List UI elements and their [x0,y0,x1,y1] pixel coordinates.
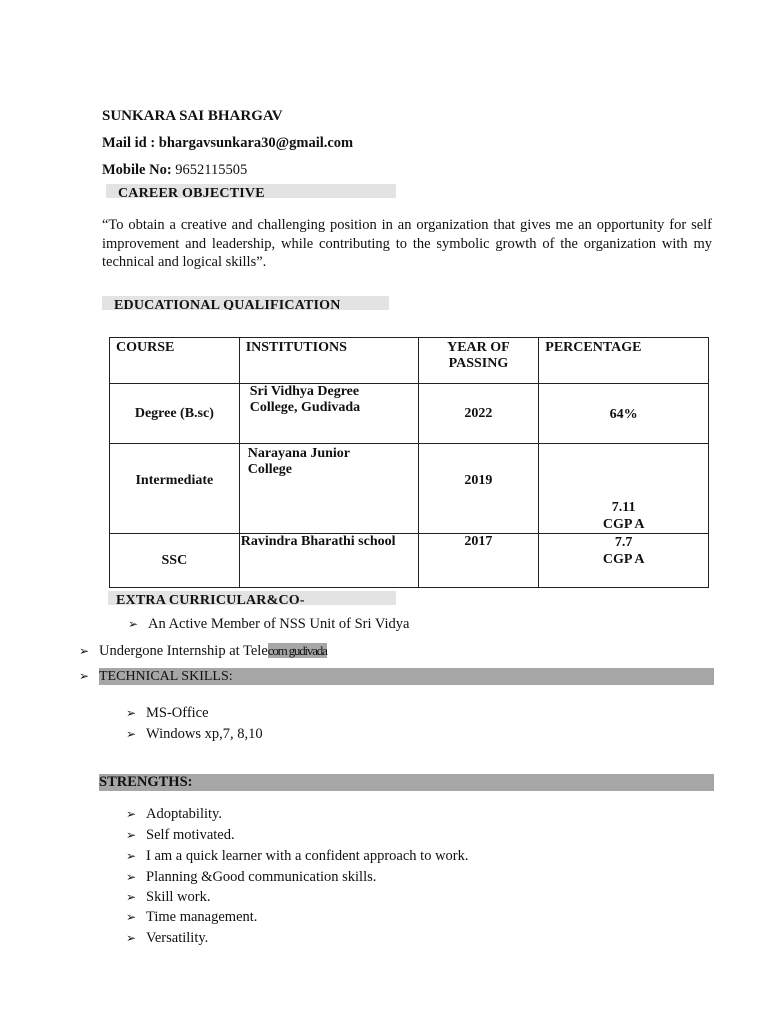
bullet-arrow-icon: ➢ [126,910,137,924]
bullet-arrow-icon: ➢ [126,890,137,904]
candidate-name: SUNKARA SAI BHARGAV [102,108,283,124]
institution-cell: Narayana Junior College [239,444,418,534]
institution-cell: Sri Vidhya Degree College, Gudivada [239,384,418,444]
technical-skills-heading: TECHNICAL SKILLS: [99,668,714,685]
bullet-arrow-icon: ➢ [79,669,90,683]
objective-text: “To obtain a creative and challenging position in an organization that gives me an opportunity for self improvement and leadership, while contributing to the symbolic growth of the organization with my technical and logical skills”. [102,217,712,270]
course-cell: SSC [110,534,240,588]
bullet-arrow-icon: ➢ [126,807,137,821]
list-item: ➢ An Active Member of NSS Unit of Sri Vidya [128,616,410,632]
course-cell: Intermediate [110,444,240,534]
percentage-cell: 7.11 CGP A [539,444,709,534]
list-item: ➢ Planning &Good communication skills. [126,869,377,885]
header-institutions: INSTITUTIONS [239,338,418,384]
education-table [109,337,709,588]
table-row [110,444,709,534]
year-cell: 2017 [418,534,539,588]
list-item: ➢ Windows xp,7, 8,10 [126,726,263,742]
bullet-arrow-icon: ➢ [126,706,137,720]
header-course: COURSE [110,338,240,384]
header-year: YEAR OF PASSING [418,338,539,384]
internship-highlight: com gudivada [267,643,327,658]
extra-curricular-heading: EXTRA CURRICULAR&CO- [108,591,396,605]
course-cell: Degree (B.sc) [110,384,240,444]
bullet-arrow-icon: ➢ [126,870,137,884]
bullet-arrow-icon: ➢ [126,931,137,945]
institution-cell: Ravindra Bharathi school [239,534,418,588]
list-item: ➢ Versatility. [126,930,209,946]
list-item: ➢ I am a quick learner with a confident approach to work. [126,848,469,864]
career-objective-heading: CAREER OBJECTIVE [106,184,396,198]
table-row [110,534,709,588]
education-heading: EDUCATIONAL QUALIFICATION [102,296,389,310]
table-row [110,384,709,444]
mobile-line [102,162,247,179]
mobile-number: 9652115505 [171,162,248,178]
table-header-row [110,338,709,384]
bullet-arrow-icon: ➢ [128,617,139,631]
bullet-arrow-icon: ➢ [126,849,137,863]
bullet-arrow-icon: ➢ [126,828,137,842]
list-item: ➢ Time management. [126,909,258,925]
list-item: ➢ Undergone Internship at Telecom gudivada [79,643,327,659]
mobile-label: Mobile No: [102,162,172,178]
list-item: ➢ Adoptability. [126,806,222,822]
list-item: ➢ Self motivated. [126,827,235,843]
bullet-arrow-icon: ➢ [79,644,90,658]
year-cell: 2022 [418,384,539,444]
percentage-cell: 7.7 CGP A [539,534,709,588]
header-percentage: PERCENTAGE [539,338,709,384]
bullet-arrow-icon: ➢ [126,727,137,741]
email-line: Mail id : bhargavsunkara30@gmail.com [102,135,354,151]
list-item: ➢ MS-Office [126,705,209,721]
year-cell: 2019 [418,444,539,534]
strengths-heading: STRENGTHS: [99,774,714,791]
list-item: ➢ Skill work. [126,889,211,905]
percentage-cell: 64% [539,384,709,444]
